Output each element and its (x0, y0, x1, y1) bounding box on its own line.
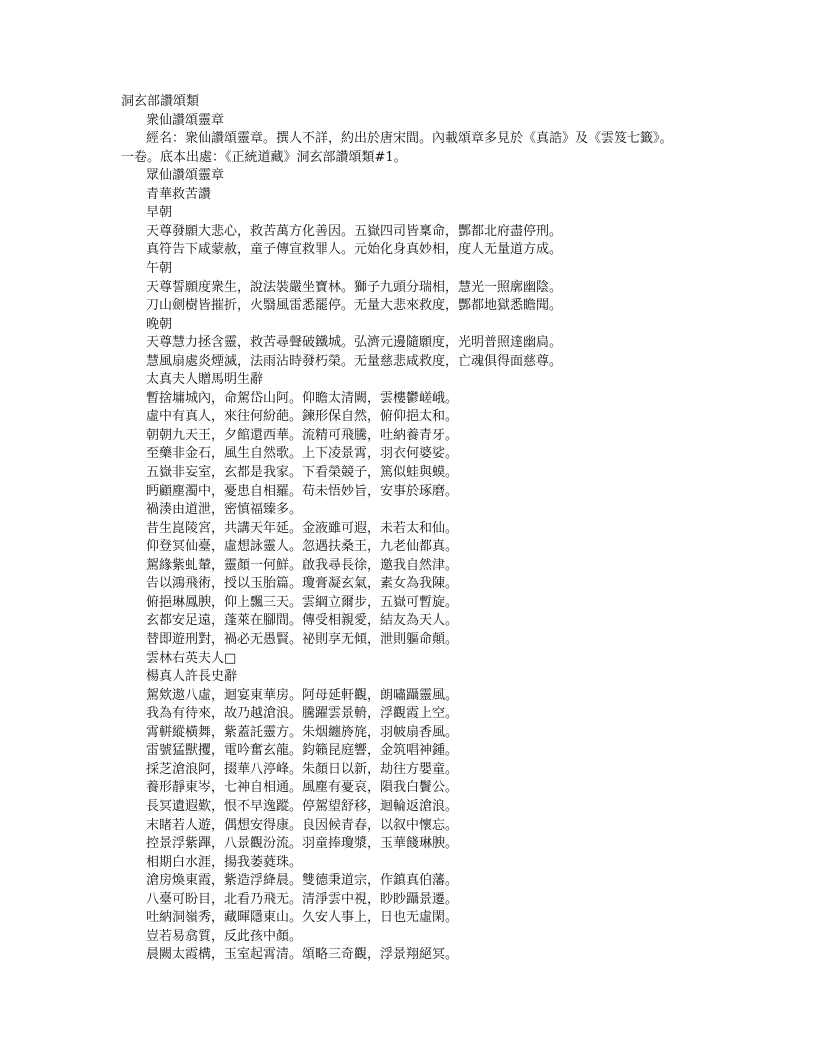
text-line: 經名：衆仙讚頌靈章。撰人不詳，約出於唐宋間。內載頌章多見於《真誥》及《雲笈七籤》。 (146, 131, 673, 147)
text-line: 昔生崑陵宮，共講天年延。金液雖可遐，未若太和仙。 (146, 520, 459, 536)
text-line: 滄房煥東霞，紫造浮絳晨。雙德秉道宗，作鎮真伯藩。 (146, 873, 459, 889)
text-line: 我為有待來，故乃越滄浪。騰躍雲景輈，浮觀霞上空。 (146, 706, 459, 722)
text-line: 玄都安足遠，蓬萊在腳間。傳受相親愛，結友為天人。 (146, 613, 459, 629)
text-line: 長冥遺遐歎，恨不早逸蹤。停駕望舒移，迴輪返滄浪。 (146, 798, 459, 814)
text-line: 晚朝 (146, 316, 173, 332)
text-line: 採芝滄浪阿，掇華八渟峰。朱顏日以新，劫往方嬰童。 (146, 761, 459, 777)
text-line: 控景浮紫蹕，八景觀汾流。羽童捧瓊漿，玉華餞琳腴。 (146, 836, 459, 851)
text-line: 早朝 (146, 205, 173, 221)
text-line: 吐納洞嶺秀，藏暉隱東山。久安人事上，日也无虛閑。 (146, 910, 459, 926)
text-line: 豈若易翕質，反此孩中顏。 (146, 928, 303, 944)
text-line: 天尊發願大悲心，救苦萬方化善因。五嶽四司皆稟命，酆都北府盡停刑。 (146, 223, 563, 239)
text-line: 晨闕太霞構，玉室起霄清。頌略三奇觀，浮景翔絕冥。 (146, 947, 459, 963)
text-line: 青華救苦讚 (146, 186, 212, 202)
text-line: 刀山劍樹皆摧折，火翳風雷悉罷停。无量大悲來救度，酆都地獄悉瞻聞。 (146, 298, 563, 314)
text-line: 虛中有真人，來往何紛葩。鍊形保自然，俯仰挹太和。 (146, 409, 459, 425)
text-line: 五嶽非妄室，玄都是我家。下看榮競子，篤似蛙與蟆。 (146, 465, 459, 480)
text-line: 天尊慧力拯含靈，救苦尋聲破鐵城。弘濟元邊隨願度，光明普照達幽扃。 (146, 335, 563, 351)
text-line: 俯挹琳鳳腴，仰上飄三天。雲綱立爾步，五嶽可暫旋。 (146, 594, 459, 610)
text-line: 朝朝九天王，夕館還西華。流精可飛騰，吐納養青牙。 (146, 427, 459, 443)
text-line: 禍湊由道泄，密慎福臻多。 (146, 502, 303, 518)
text-line: 眾仙讚頌靈章 (146, 168, 225, 184)
text-line: 雲林右英夫人□ (146, 650, 237, 666)
text-line: 至藥非金石，風生自然歌。上下凌景霄，羽衣何婆娑。 (146, 446, 459, 462)
text-line: 駕欸遨八虛，迴宴東華房。阿母延軒觀，朗嘯躡靈風。 (146, 687, 459, 703)
text-line: 太真夫人贈馬明生辭 (146, 372, 264, 388)
text-line: 雷號猛獸攫，電吟奮玄龍。鈞籟昆庭響，金筑唱神鍾。 (146, 743, 459, 759)
text-line: 慧風扇處炎煙滅，法雨沾時發朽榮。无量慈悲咸救度，亡魂俱得面慈尊。 (146, 353, 563, 369)
text-line: 午朝 (146, 261, 173, 276)
text-line: 替即遊刑對，禍必无愚賢。祕則享无傾，泄則軀命顛。 (146, 632, 459, 647)
text-line: 真符告下咸蒙赦，童子傳宣救罪人。元始化身真妙相，度人无量道方成。 (146, 242, 563, 258)
text-line: 眄顧塵濁中，憂患自相羅。苟未悟妙旨，安事於琢磨。 (146, 483, 459, 499)
text-line: 末睹若人遊，偶想安得康。良因候青春，以叙中懷忘。 (146, 817, 459, 833)
text-line: 霄軿縱橫舞，紫蓋託靈方。朱烟纏旍旄，羽帔扇香風。 (146, 724, 459, 740)
text-line: 暫捨墉城內，命駕岱山阿。仰瞻太清闕，雲樓鬱嵯峨。 (146, 390, 459, 406)
text-line: 告以鴻飛術，授以玉胎篇。瓊膏凝玄氣，素女為我陳。 (146, 576, 459, 592)
text-line: 一卷。底本出處：《正統道藏》洞玄部讚頌類#1。 (121, 149, 407, 165)
text-line: 相期白水涯，揚我萎蕤珠。 (146, 854, 303, 870)
text-line: 駕緣紫虬輦，靈顏一何鮮。啟我尋長徐，邀我自然津。 (146, 557, 459, 573)
text-line: 仰登冥仙臺，虛想詠靈人。忽遇扶桑王，九老仙都真。 (146, 539, 459, 555)
text-line: 天尊誓願度衆生，說法裝嚴坐寶林。獅子九頭分瑞相，慧光一照廓幽陰。 (146, 279, 563, 295)
document-title: 洞玄部讚頌類 (121, 94, 200, 109)
text-line: 楊真人許長史辭 (146, 669, 238, 685)
text-line: 八臺可盼目，北看乃飛无。清淨雲中視，眇眇躡景遷。 (146, 891, 459, 907)
text-line: 養形靜東岑，七神自相通。風塵有憂哀，隕我白鬢公。 (146, 780, 459, 796)
text-line: 衆仙讚頌靈章 (146, 112, 225, 128)
